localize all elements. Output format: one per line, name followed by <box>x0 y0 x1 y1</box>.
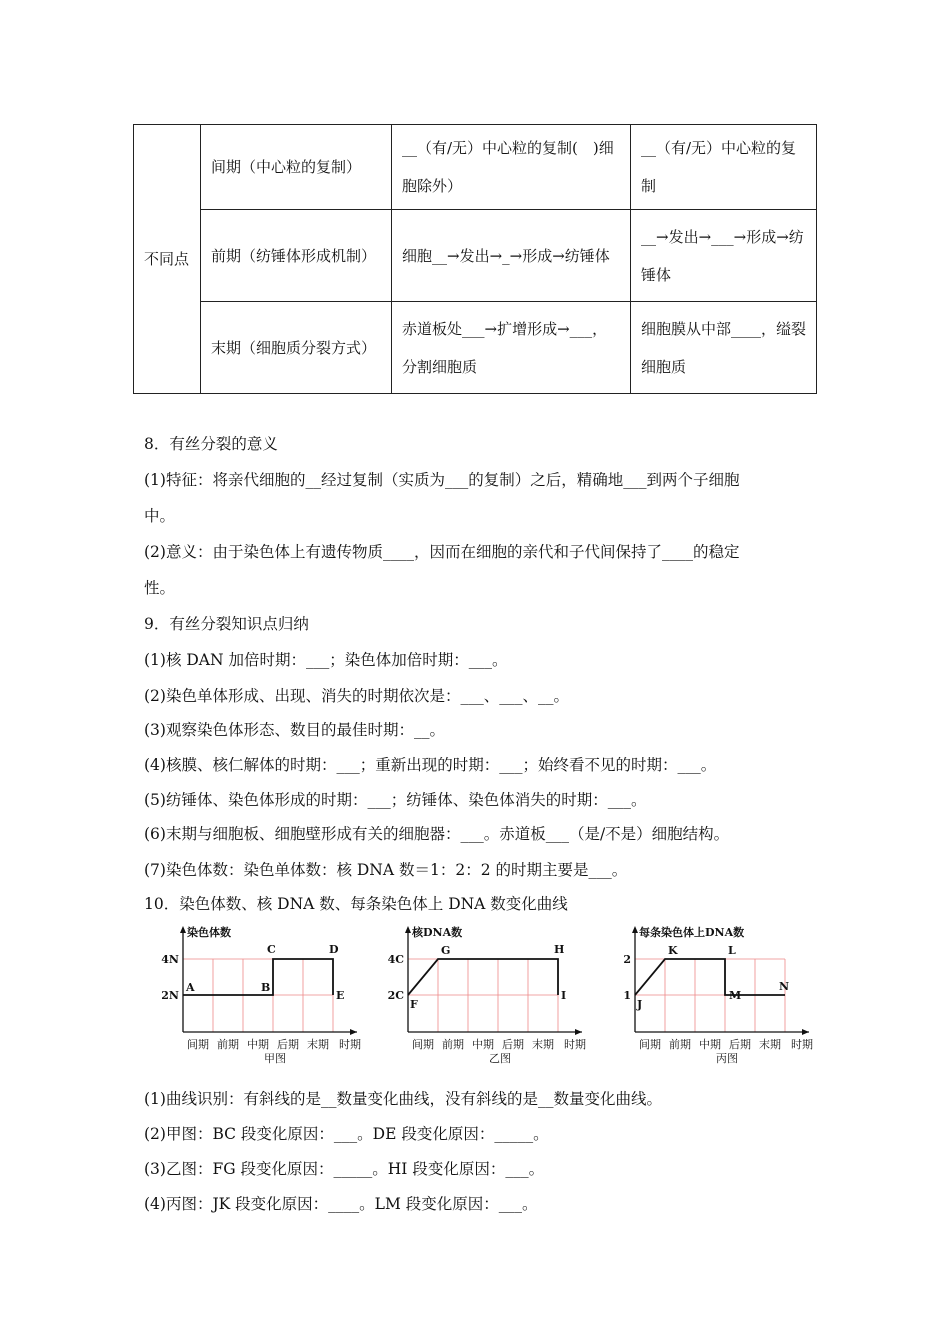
chart-caption: 丙图 <box>716 1052 738 1065</box>
chart-jia <box>145 922 370 1072</box>
curve-charts <box>145 922 825 1072</box>
x-axis-arrow <box>350 1029 357 1035</box>
table-row <box>134 210 817 302</box>
x-axis-arrow <box>802 1029 809 1035</box>
x-axis-label: 时期 <box>791 1038 813 1051</box>
x-tick-label: 前期 <box>442 1038 464 1051</box>
list-item: (6)末期与细胞板、细胞壁形成有关的细胞器：___。赤道板___（是/不是）细胞结构。 <box>144 825 730 843</box>
point-label: J <box>637 998 643 1011</box>
point-label: B <box>261 981 271 994</box>
point-label: K <box>668 944 678 957</box>
point-label: H <box>554 943 565 956</box>
x-axis-label: 时期 <box>339 1038 361 1051</box>
list-item: (7)染色体数：染色单体数：核 DNA 数＝1：2：2 的时期主要是___。 <box>144 861 628 879</box>
list-item: (5)纺锤体、染色体形成的时期：___；纺锤体、染色体消失的时期：___。 <box>144 791 647 809</box>
x-tick-label: 后期 <box>729 1038 751 1051</box>
plant-cell: __（有/无）中心粒的复制 <box>631 125 817 210</box>
y-tick-label: 4N <box>161 953 179 966</box>
animal-cell: 赤道板处___→扩增形成→___，分割细胞质 <box>392 302 631 394</box>
table-row <box>134 125 817 210</box>
point-label: I <box>561 989 567 1002</box>
animal-cell: __（有/无）中心粒的复制( )细胞除外） <box>392 125 631 210</box>
list-item: (2)染色单体形成、出现、消失的时期依次是：___、___、__。 <box>144 687 569 705</box>
list-item: (3)观察染色体形态、数目的最佳时期：__。 <box>144 721 445 739</box>
y-tick-label: 2N <box>161 989 179 1002</box>
x-tick-label: 前期 <box>217 1038 239 1051</box>
animal-cell: 细胞__→发出→_→形成→纺锤体 <box>392 210 631 302</box>
x-tick-label: 间期 <box>639 1038 661 1051</box>
y-tick-label: 2C <box>387 989 404 1002</box>
phase-cell: 前期（纺锤体形成机制） <box>201 210 392 302</box>
point-label: G <box>441 944 451 957</box>
x-tick-label: 中期 <box>247 1038 269 1051</box>
series-line <box>635 959 785 995</box>
list-item: (1)核 DAN 加倍时期：___；染色体加倍时期：___。 <box>144 651 508 669</box>
chart-caption: 甲图 <box>264 1052 286 1065</box>
y-axis-arrow <box>405 926 411 933</box>
list-item: (1)曲线识别：有斜线的是__数量变化曲线，没有斜线的是__数量变化曲线。 <box>144 1090 662 1108</box>
x-tick-label: 末期 <box>307 1038 329 1051</box>
y-axis-label: 每条染色体上DNA数 <box>639 926 745 939</box>
point-label: A <box>186 981 195 994</box>
y-tick-label: 4C <box>387 953 404 966</box>
y-axis-arrow <box>180 926 186 933</box>
chart-yi <box>370 922 595 1072</box>
x-axis-label: 时期 <box>564 1038 586 1051</box>
plant-cell: 细胞膜从中部____，缢裂细胞质 <box>631 302 817 394</box>
group-label-cell: 不同点 <box>134 125 201 394</box>
y-axis-label: 染色体数 <box>187 926 231 939</box>
x-tick-label: 后期 <box>277 1038 299 1051</box>
text-line: (2)意义：由于染色体上有遗传物质____，因而在细胞的亲代和子代间保持了____的稳定 <box>144 543 740 561</box>
y-axis-label: 核DNA数 <box>412 926 463 939</box>
y-tick-label: 2 <box>623 953 631 966</box>
chart-bing <box>597 922 825 1072</box>
point-label: F <box>410 998 418 1011</box>
x-axis-arrow <box>575 1029 582 1035</box>
point-label: C <box>267 943 276 956</box>
list-item: (3)乙图：FG 段变化原因：_____。HI 段变化原因：___。 <box>144 1160 545 1178</box>
list-item: (4)核膜、核仁解体的时期：___；重新出现的时期：___；始终看不见的时期：___。 <box>144 756 717 774</box>
plant-cell: __→发出→___→形成→纺锤体 <box>631 210 817 302</box>
comparison-table <box>133 124 817 394</box>
list-item: (2)甲图：BC 段变化原因：___。DE 段变化原因：_____。 <box>144 1125 549 1143</box>
x-tick-label: 后期 <box>502 1038 524 1051</box>
y-axis-arrow <box>632 926 638 933</box>
text-line: 性。 <box>144 579 176 597</box>
point-label: L <box>728 944 736 957</box>
list-item: (4)丙图：JK 段变化原因：____。LM 段变化原因：___。 <box>144 1195 538 1213</box>
x-tick-label: 中期 <box>699 1038 721 1051</box>
text-line: 中。 <box>144 507 176 525</box>
x-tick-label: 末期 <box>532 1038 554 1051</box>
section-10-title: 10．染色体数、核 DNA 数、每条染色体上 DNA 数变化曲线 <box>144 895 568 913</box>
x-tick-label: 前期 <box>669 1038 691 1051</box>
series-line <box>408 959 558 995</box>
section-8-title: 8．有丝分裂的意义 <box>144 435 278 453</box>
phase-cell: 间期（中心粒的复制） <box>201 125 392 210</box>
x-tick-label: 中期 <box>472 1038 494 1051</box>
phase-cell: 末期（细胞质分裂方式） <box>201 302 392 394</box>
point-label: N <box>779 980 790 993</box>
point-label: E <box>336 989 345 1002</box>
x-tick-label: 间期 <box>412 1038 434 1051</box>
point-label: M <box>729 989 742 1002</box>
section-9-title: 9．有丝分裂知识点归纳 <box>144 615 309 633</box>
x-tick-label: 末期 <box>759 1038 781 1051</box>
series-line <box>183 959 333 995</box>
x-tick-label: 间期 <box>187 1038 209 1051</box>
text-line: (1)特征：将亲代细胞的__经过复制（实质为___的复制）之后，精确地___到两个子细胞 <box>144 471 740 489</box>
chart-caption: 乙图 <box>489 1052 511 1065</box>
point-label: D <box>329 943 339 956</box>
y-tick-label: 1 <box>623 989 631 1002</box>
table-row <box>134 302 817 394</box>
